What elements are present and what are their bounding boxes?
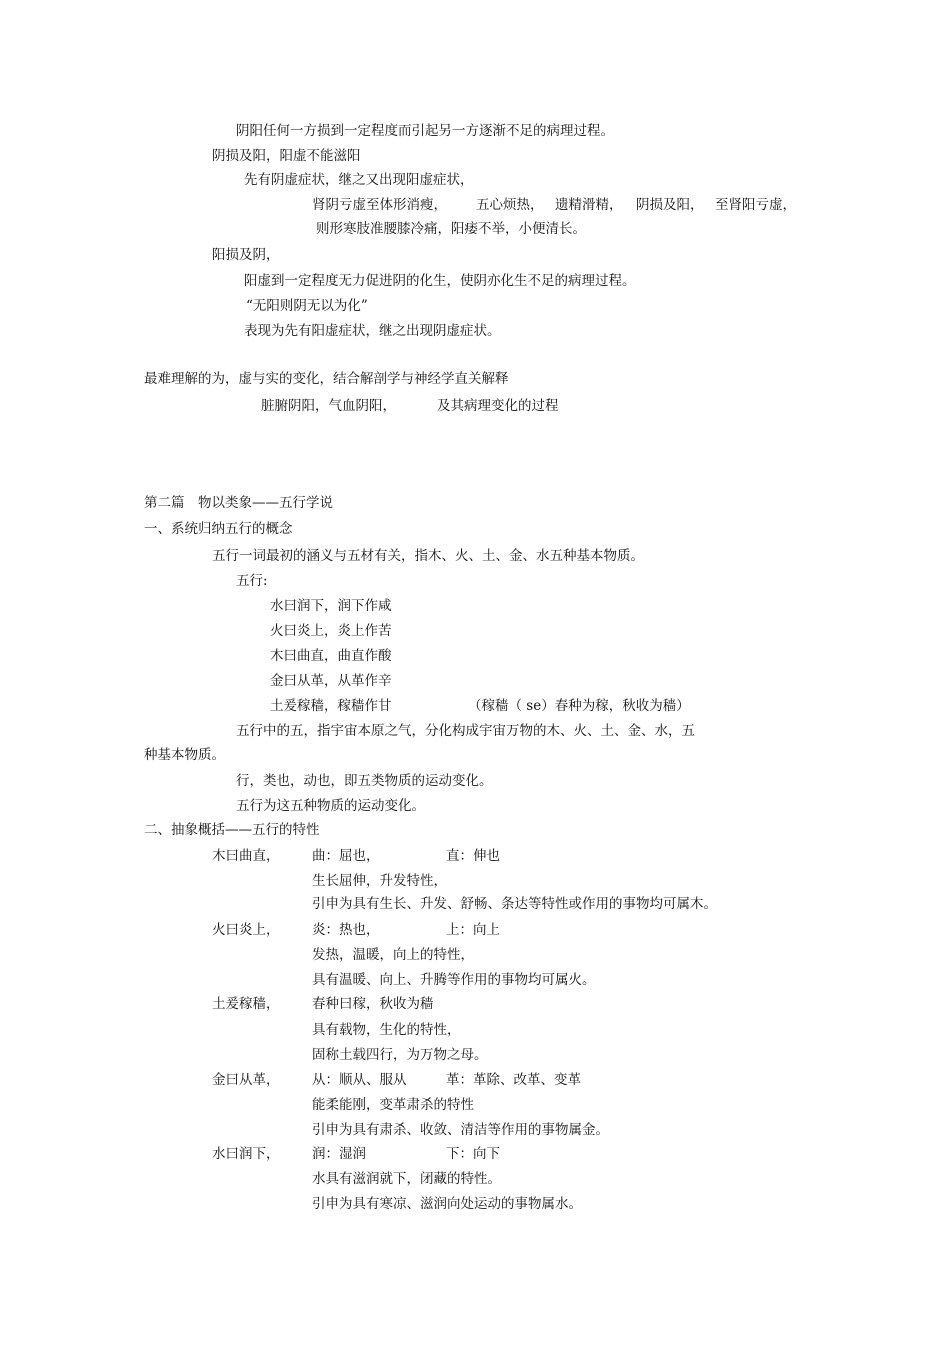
text-line: 五行: — [236, 573, 268, 589]
text-line: 五行一词最初的涵义与五材有关，指木、火、土、金、水五种基本物质。 — [212, 548, 644, 564]
definition-text: 下：向下 — [446, 1146, 500, 1162]
text-line: 引申为具有生长、升发、舒畅、条达等特性或作用的事物均可属木。 — [312, 896, 717, 912]
text-line: 脏腑阴阳，气血阴阳， — [261, 398, 396, 414]
text-line: 五行为这五种物质的运动变化。 — [236, 798, 425, 814]
text-line: 阳损及阴， — [212, 247, 280, 263]
text-line: 阳虚到一定程度无力促进阴的化生，使阴亦化生不足的病理过程。 — [244, 273, 636, 289]
text-line: 先有阴虚症状，继之又出现阳虚症状， — [244, 172, 474, 188]
text-line: 发热，温暖，向上的特性， — [312, 947, 474, 963]
text-line: 具有载物，生化的特性， — [312, 1022, 461, 1038]
text-line: 能柔能刚，变革肃杀的特性 — [312, 1097, 474, 1113]
note-text: （稼穑（ se）春种为稼，秋收为穑） — [468, 698, 690, 714]
list-item: 水曰润下，润下作咸 — [270, 598, 392, 614]
text-line: 引申为具有肃杀、收敛、清洁等作用的事物属金。 — [312, 1122, 609, 1138]
list-item: 土爰稼穑，稼穑作甘 — [270, 698, 392, 714]
chapter-title: 第二篇 物以类象——五行学说 — [144, 495, 333, 511]
definition-text: 春种曰稼，秋收为穑 — [312, 996, 434, 1012]
list-item: 木曰曲直，曲直作酸 — [270, 648, 392, 664]
text-line: 五心烦热， — [476, 197, 544, 213]
list-item: 火曰炎上，炎上作苦 — [270, 623, 392, 639]
definition-text: 直：伸也 — [446, 848, 500, 864]
definition-text: 上：向上 — [446, 922, 500, 938]
definition-text: 革：革除、改革、变革 — [446, 1072, 581, 1088]
quote-line: “无阳则阴无以为化” — [246, 298, 368, 314]
element-label-water: 水曰润下， — [212, 1146, 280, 1162]
text-line: 肾阴亏虚至体形消瘦， — [312, 197, 447, 213]
text-line: 生长屈伸，升发特性， — [312, 873, 447, 889]
definition-text: 润：湿润 — [312, 1146, 366, 1162]
text-line: 引申为具有寒凉、滋润向处运动的事物属水。 — [312, 1196, 582, 1212]
text-line: 阴阳任何一方损到一定程度而引起另一方逐渐不足的病理过程。 — [236, 123, 614, 139]
text-line: 则形寒肢准腰膝冷痛，阳痿不举，小便清长。 — [316, 221, 586, 237]
text-line: 五行中的五，指宇宙本原之气，分化构成宇宙万物的木、火、土、金、水，五 — [236, 723, 695, 739]
section-heading: 二、抽象概括——五行的特性 — [144, 822, 320, 838]
element-label-wood: 木曰曲直， — [212, 848, 280, 864]
element-label-fire: 火曰炎上， — [212, 922, 280, 938]
text-line: 表现为先有阳虚症状，继之出现阴虚症状。 — [244, 323, 501, 339]
definition-text: 曲：屈也， — [312, 848, 380, 864]
text-line: 具有温暖、向上、升腾等作用的事物均可属火。 — [312, 972, 596, 988]
text-line: 阴损及阳，阳虚不能滋阳 — [212, 148, 361, 164]
text-line: 阴损及阳， — [636, 197, 704, 213]
section-heading: 一、系统归纳五行的概念 — [144, 521, 293, 537]
text-line: 及其病理变化的过程 — [437, 398, 559, 414]
definition-text: 炎：热也， — [312, 922, 380, 938]
text-line: 最难理解的为，虚与实的变化，结合解剖学与神经学直关解释 — [144, 371, 509, 387]
text-line: 种基本物质。 — [144, 747, 225, 763]
text-line: 水具有滋润就下，闭藏的特性。 — [312, 1171, 501, 1187]
text-line: 遗精滑精， — [555, 197, 623, 213]
definition-text: 从：顺从、服从 — [312, 1072, 407, 1088]
text-line: 行，类也，动也，即五类物质的运动变化。 — [236, 773, 493, 789]
element-label-metal: 金曰从革， — [212, 1072, 280, 1088]
text-line: 固称土载四行，为万物之母。 — [312, 1047, 488, 1063]
list-item: 金曰从革，从革作辛 — [270, 673, 392, 689]
text-line: 至肾阳亏虚， — [715, 197, 796, 213]
element-label-earth: 土爰稼穑， — [212, 996, 280, 1012]
